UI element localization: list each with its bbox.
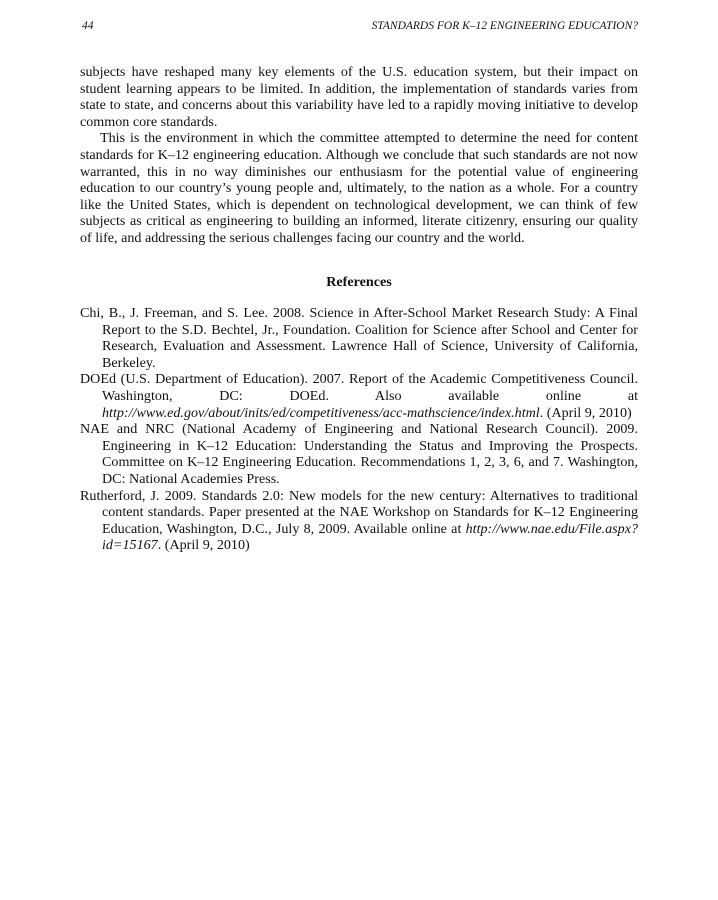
reference-entry bbox=[80, 371, 638, 421]
reference-entry bbox=[80, 488, 638, 554]
page-header bbox=[82, 20, 638, 38]
reference-entry bbox=[80, 305, 638, 371]
paragraph: This is the environment in which the committee attempted to determine the need for content standards for K–12 engineering education. Although we conclude that such standards are not now warranted, this in no way diminishes our enthusiasm for the potential value of engineering education to our country’s young people and, ultimately, to the nation as a whole. For a country like the United States, which is dependent on technological development, we can think of few subjects as critical as engineering to building an informed, literate citizenry, ensuring our quality of life, and addressing the serious challenges facing our country and the world. bbox=[80, 130, 638, 246]
paragraph: subjects have reshaped many key elements of the U.S. education system, but their impact on student learning appears to be limited. In addition, the implementation of standards varies from state to state, and concerns about this variability have led to a rapidly moving initiative to develop common core standards. bbox=[80, 64, 638, 130]
reference-entry bbox=[80, 421, 638, 487]
reference-text: . (April 9, 2010) bbox=[539, 404, 632, 421]
reference-text: . (April 9, 2010) bbox=[157, 537, 250, 554]
reference-text: NAE and NRC (National Academy of Engineering and National Research Council). 2009. Engineering in K–12 Education: Understanding the Status and Improving the Prospects. Committee on K–12 Engineering Education. Recommendations 1, 2, 3, 6, and 7. Washington, DC: National Academies Press. bbox=[80, 421, 638, 487]
reference-text: Rutherford, J. 2009. Standards 2.0: New models for the new century: Alternatives to traditional content standards. Paper presented at the NAE Workshop on Standards for K–12 Engineering Education, Washington, D.C., July 8, 2009. Available online at bbox=[80, 487, 638, 537]
reference-text: DOEd (U.S. Department of Education). 2007. Report of the Academic Competitiveness Council. Washington, DC: DOEd. Also available online at bbox=[80, 371, 638, 404]
body-text bbox=[80, 64, 638, 247]
reference-list bbox=[80, 305, 638, 554]
page-number: 44 bbox=[82, 20, 94, 32]
reference-url[interactable]: http://www.ed.gov/about/inits/ed/competitiveness/acc-mathscience/index.html bbox=[102, 404, 540, 421]
reference-url[interactable]: http://www.nae.edu/File.aspx?id=15167 bbox=[102, 520, 638, 554]
reference-text: Chi, B., J. Freeman, and S. Lee. 2008. Science in After-School Market Research Study: A Final Report to the S.D. Bechtel, Jr., Foundation. Coalition for Science after School and Center for Research, Evaluation and Assessment. Lawrence Hall of Science, University of California, Berkeley. bbox=[80, 305, 638, 371]
references-heading: References bbox=[326, 274, 392, 290]
running-title: STANDARDS FOR K–12 ENGINEERING EDUCATION? bbox=[371, 20, 638, 32]
